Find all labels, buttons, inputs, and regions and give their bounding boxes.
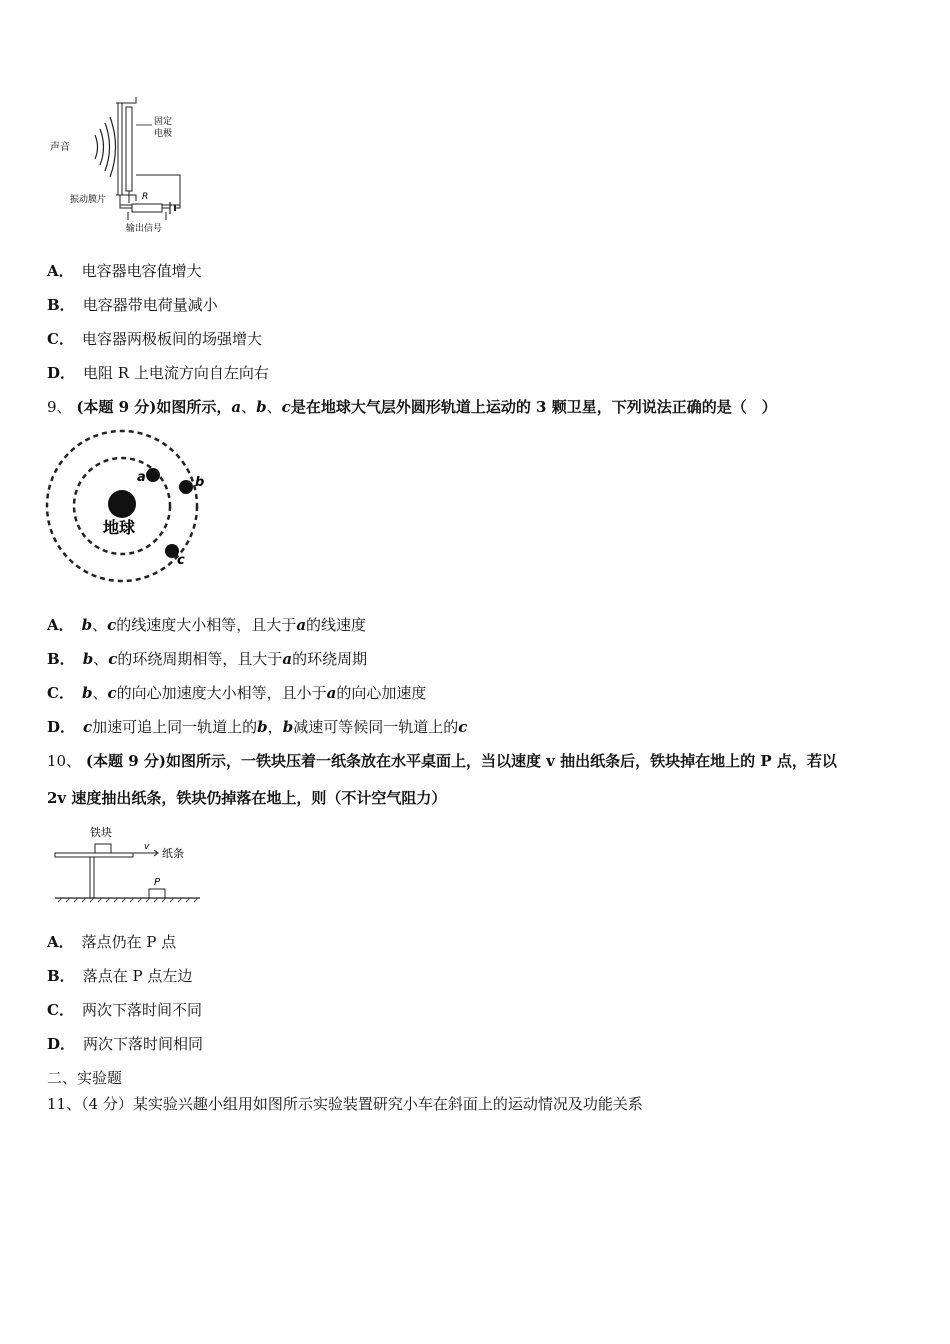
option-label: C． (47, 1001, 74, 1019)
option-text: 电容器电容值增大 (81, 262, 202, 280)
question-number: 10、 (47, 752, 82, 770)
satellite-a-label: a (137, 470, 146, 485)
text: 减速可等候同一轨道上的 (293, 718, 459, 736)
membrane-label: 振动膜片 (70, 195, 107, 205)
q9-option-c (47, 683, 426, 703)
earth-label: 地球 (103, 518, 136, 537)
option-label: D． (47, 1035, 76, 1053)
q10-option-d (47, 1034, 203, 1054)
block-at-p (149, 889, 165, 898)
var: c (108, 650, 118, 668)
option-text: 电阻 R 上电流方向自左向右 (83, 364, 269, 382)
var: c (107, 684, 117, 702)
resistor-label: R (142, 192, 149, 202)
text: 的向心加速度 (336, 684, 427, 702)
text: 的环绕周期 (292, 650, 368, 668)
option-label: C． (47, 330, 74, 348)
stem: （4 分）某实验兴趣小组用如图所示实验装置研究小车在斜面上的运动情况及功能关系 (81, 1095, 643, 1113)
electrode-label-1: 固定 (154, 117, 173, 127)
option-label: B． (47, 967, 75, 985)
stem-post: 是在地球大气层外圆形轨道上运动的 3 颗卫星，下列说法正确的是（ ） (290, 398, 777, 416)
option-label: D． (47, 718, 76, 736)
var: a (326, 684, 337, 702)
satellite-b-label: b (195, 475, 205, 490)
earth-body (108, 490, 136, 518)
fixed-electrode (126, 107, 132, 191)
var: c (107, 616, 117, 634)
var: b (81, 684, 93, 702)
option-label: A． (47, 933, 74, 951)
sep: 、 (241, 398, 257, 416)
sound-wave-3 (105, 123, 110, 171)
text: 、 (92, 684, 108, 702)
paper-label: 纸条 (162, 847, 184, 860)
q9-option-a (47, 615, 366, 635)
var: b (82, 650, 94, 668)
option-label: C． (47, 684, 74, 702)
sound-wave-4 (110, 117, 116, 177)
satellite-b (179, 480, 193, 494)
option-label: A． (47, 616, 74, 634)
var: a (282, 650, 293, 668)
q9-option-b (47, 649, 367, 669)
option-text: 落点在 P 点左边 (82, 967, 193, 985)
velocity-label: v (144, 842, 150, 852)
text: 的线速度大小相等，且大于 (116, 616, 297, 634)
sat-c: c (281, 398, 291, 416)
table-figure (50, 822, 210, 907)
var: c (83, 718, 93, 736)
q10-stem-line1 (47, 751, 837, 771)
block-label: 铁块 (90, 826, 112, 839)
q9-stem (47, 397, 777, 417)
text: 加速可追上同一轨道上的 (92, 718, 258, 736)
q10-option-b (47, 966, 192, 986)
microphone-figure (40, 95, 210, 245)
sound-wave-2 (100, 129, 104, 165)
q8-option-c (47, 329, 262, 349)
option-text: 两次下落时间相同 (83, 1035, 204, 1053)
option-label: B． (47, 650, 75, 668)
option-text: 电容器带电荷量减小 (82, 296, 218, 314)
sat-b: b (256, 398, 267, 416)
q11-stem (47, 1094, 643, 1114)
sep: 、 (266, 398, 282, 416)
electrode-label-2: 电极 (154, 129, 173, 139)
iron-block (95, 844, 111, 853)
var: b (257, 718, 268, 736)
q8-option-d (47, 363, 269, 383)
circuit-wire-top (120, 175, 180, 205)
orbit-figure (45, 428, 215, 588)
var: b (81, 616, 93, 634)
option-label: A． (47, 262, 74, 280)
option-label: D． (47, 364, 76, 382)
option-text: 电容器两极板间的场强增大 (81, 330, 262, 348)
q10-stem-line2: 2v 速度抽出纸条，铁块仍掉落在地上，则（不计空气阻力） (47, 789, 447, 807)
option-text: 落点仍在 P 点 (81, 933, 177, 951)
option-label: B． (47, 296, 75, 314)
question-number: 9、 (47, 398, 72, 416)
var: c (458, 718, 468, 736)
var: b (282, 718, 294, 736)
q10-option-a (47, 932, 176, 952)
q8-option-b (47, 295, 218, 315)
q9-option-d (47, 717, 467, 737)
sound-label: 声音 (50, 142, 70, 153)
q10-option-c (47, 1000, 202, 1020)
resistor (132, 204, 162, 212)
text: 、 (92, 616, 108, 634)
point-p-label: P (154, 877, 161, 888)
q8-option-a (47, 261, 202, 281)
sat-a: a (231, 398, 242, 416)
sound-wave-1 (95, 135, 98, 159)
text: ， (267, 718, 283, 736)
section-title: 二、实验题 (47, 1069, 123, 1087)
option-text: 两次下落时间不同 (81, 1001, 202, 1019)
text: 的环绕周期相等，且大于 (117, 650, 283, 668)
table-top (55, 853, 133, 857)
text: 、 (93, 650, 109, 668)
output-label: 输出信号 (126, 224, 163, 234)
question-number: 11、 (47, 1095, 82, 1113)
satellite-a (146, 468, 160, 482)
var: a (296, 616, 307, 634)
satellite-c-label: c (177, 553, 185, 568)
vibrating-membrane (118, 103, 122, 195)
text: 的线速度 (306, 616, 367, 634)
stem-line1: (本题 9 分)如图所示，一铁块压着一纸条放在水平桌面上，当以速度 v 抽出纸条后，铁块掉在地上的 P 点，若以 (85, 752, 837, 770)
text: 的向心加速度大小相等，且小于 (116, 684, 327, 702)
stem-pre: (本题 9 分)如图所示， (76, 398, 232, 416)
